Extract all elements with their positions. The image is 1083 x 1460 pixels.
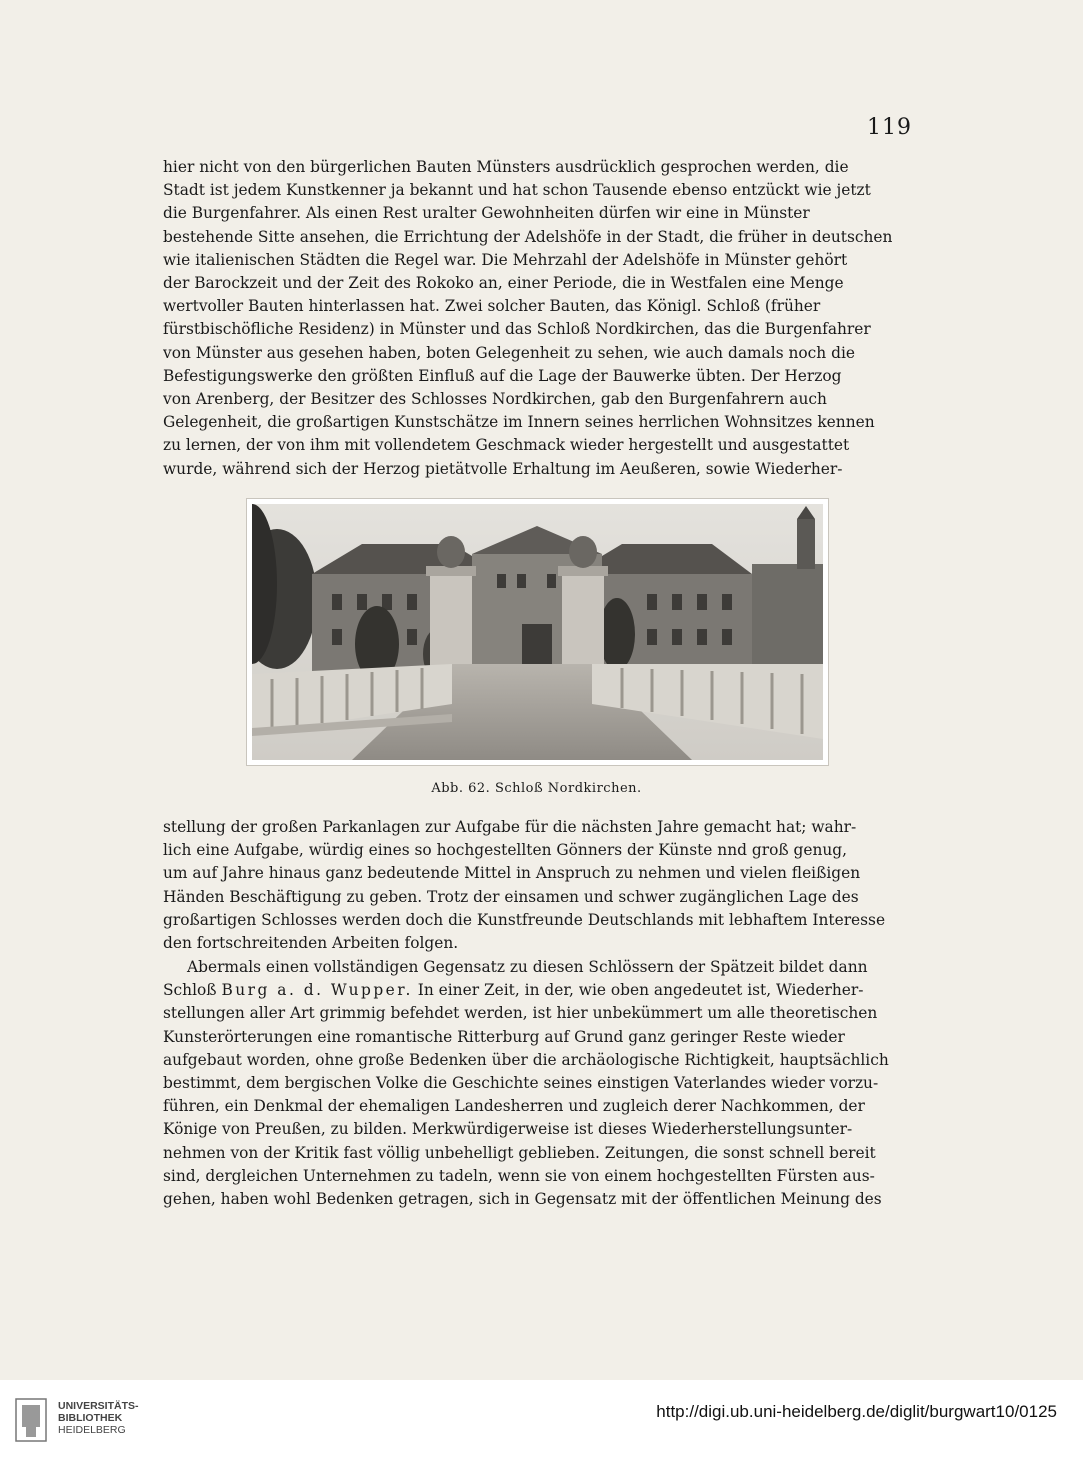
text-line: großartigen Schlosses werden doch die Kunstfreunde Deutschlands mit lebhaftem Interesse — [163, 910, 886, 929]
source-url-link[interactable]: http://digi.ub.uni-heidelberg.de/diglit/burgwart10/0125 — [656, 1402, 1057, 1421]
text-line: den fortschreitenden Arbeiten folgen. — [163, 934, 459, 953]
spaced-place-name: Burg a. d. Wupper. — [221, 981, 413, 1000]
library-line: UNIVERSITÄTS- — [58, 1400, 139, 1412]
text-line: wurde, während sich der Herzog pietätvolle Erhaltung im Aeußeren, sowie Wiederher- — [163, 459, 843, 478]
text-line: bestehende Sitte ansehen, die Errichtung der Adelshöfe in der Stadt, die früher in deutschen — [163, 227, 893, 246]
text-line: stellung der großen Parkanlagen zur Aufgabe für die nächsten Jahre gemacht hat; wahr- — [163, 818, 857, 836]
text-line: um auf Jahre hinaus ganz bedeutende Mittel in Anspruch zu nehmen und vielen fleißigen — [163, 864, 861, 883]
castle-photo — [252, 504, 823, 760]
text-line: der Barockzeit und der Zeit des Rokoko an, einer Periode, die in Westfalen eine Menge — [163, 274, 844, 293]
text-line: Befestigungswerke den größten Einfluß auf die Lage der Bauwerke übten. Der Herzog — [163, 366, 842, 385]
page-number: 119 — [867, 115, 912, 140]
text-fragment: In einer Zeit, in der, wie oben angedeutet ist, Wiederher- — [417, 981, 864, 1000]
figure-caption: Abb. 62. Schloß Nordkirchen. — [431, 781, 642, 796]
text-line: zu lernen, der von ihm mit vollendetem Geschmack wieder hergestellt und ausgestattet — [163, 436, 850, 455]
text-line: von Arenberg, der Besitzer des Schlosses Nordkirchen, gab den Burgenfahrern auch — [163, 390, 827, 409]
text-fragment: Schloß — [163, 981, 217, 1000]
text-line: gehen, haben wohl Bedenken getragen, sich in Gegensatz mit der öffentlichen Meinung des — [163, 1190, 882, 1209]
text-line: Abermals einen vollständigen Gegensatz zu diesen Schlössern der Spätzeit bildet dann — [187, 958, 868, 976]
text-line: sind, dergleichen Unternehmen zu tadeln, wenn sie von einem hochgestellten Fürsten aus- — [163, 1166, 875, 1185]
paragraph-2 — [163, 816, 908, 955]
figure-schloss-nordkirchen — [246, 498, 829, 766]
text-line: bestimmt, dem bergischen Volke die Geschichte seines einstigen Vaterlandes wieder vorzu- — [163, 1074, 879, 1093]
paragraph-1 — [163, 156, 908, 481]
text-line: aufgebaut worden, ohne große Bedenken über die archäologische Richtigkeit, hauptsächlich — [163, 1050, 889, 1069]
text-line: führen, ein Denkmal der ehemaligen Landesherren und zugleich derer Nachkommen, der — [163, 1097, 865, 1116]
text-line: lich eine Aufgabe, würdig eines so hochgestellten Gönners der Künste nnd groß genug, — [163, 841, 848, 860]
library-line: BIBLIOTHEK — [58, 1412, 123, 1424]
text-line: nehmen von der Kritik fast völlig unbehelligt geblieben. Zeitungen, die sonst schnell bereit — [163, 1143, 876, 1162]
text-line: die Burgenfahrer. Als einen Rest uralter Gewohnheiten dürfen wir eine in Münster — [163, 204, 810, 223]
text-line: von Münster aus gesehen haben, boten Gelegenheit zu sehen, wie auch damals noch die — [163, 343, 855, 362]
text-line: fürstbischöfliche Residenz) in Münster und das Schloß Nordkirchen, das die Burgenfahrer — [163, 320, 871, 339]
footer-bar — [0, 1380, 1083, 1460]
text-line: Händen Beschäftigung zu geben. Trotz der einsamen und schwer zugänglichen Lage des — [163, 887, 859, 906]
text-line: Gelegenheit, die großartigen Kunstschätze im Innern seines herrlichen Wohnsitzes kennen — [163, 413, 875, 432]
university-seal-icon — [14, 1397, 48, 1443]
text-line: wie italienischen Städten die Regel war. Die Mehrzahl der Adelshöfe in Münster gehört — [163, 250, 848, 269]
text-line: Könige von Preußen, zu bilden. Merkwürdigerweise ist dieses Wiederherstellungsunter- — [163, 1120, 853, 1139]
text-line: stellungen aller Art grimmig befehdet werden, ist hier unbekümmert um alle theoretischen — [163, 1004, 878, 1023]
library-name — [58, 1400, 139, 1436]
text-line: Kunsterörterungen eine romantische Ritterburg auf Grund ganz geringer Reste wieder — [163, 1027, 845, 1046]
library-line: HEIDELBERG — [58, 1424, 126, 1436]
text-line: hier nicht von den bürgerlichen Bauten Münsters ausdrücklich gesprochen werden, die — [163, 158, 849, 176]
text-line: wertvoller Bauten hinterlassen hat. Zwei solcher Bauten, das Königl. Schloß (früher — [163, 297, 821, 316]
text-line: Stadt ist jedem Kunstkenner ja bekannt und hat schon Tausende ebenso entzückt wie jetzt — [163, 181, 871, 200]
library-logo[interactable] — [14, 1395, 164, 1445]
text-line — [163, 979, 908, 1002]
paragraph-3 — [163, 956, 908, 1211]
